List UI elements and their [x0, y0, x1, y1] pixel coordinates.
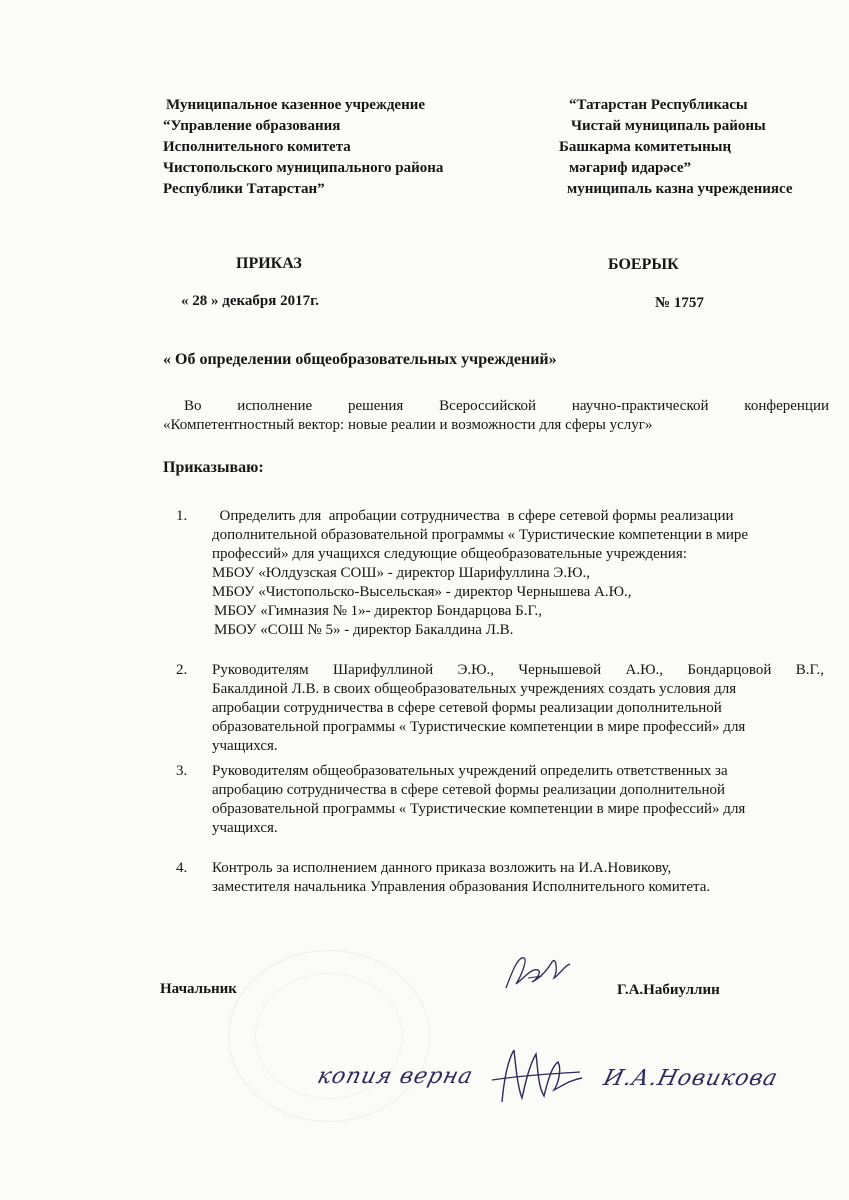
- item-line: МБОУ «Гимназия № 1»- директор Бондарцова Б.Г.,: [214, 603, 543, 619]
- certification-signature-icon: [488, 1040, 588, 1110]
- preamble: [184, 397, 829, 416]
- order-number: № 1757: [655, 295, 704, 311]
- item-body: [212, 859, 824, 897]
- header-right-line: мәгариф идарәсе”: [569, 160, 692, 176]
- title-prikaz: ПРИКАЗ: [236, 255, 302, 272]
- certification-left-text: копия верна: [314, 1064, 476, 1089]
- order-date: « 28 » декабря 2017г.: [181, 293, 319, 309]
- item-line: образовательной программы « Туристические компетенции в мире профессий» для: [212, 801, 746, 817]
- item-line: Руководителям Шарифуллиной Э.Ю., Чернышевой А.Ю., Бондарцовой В.Г.,: [212, 662, 824, 678]
- header-right-line: “Татарстан Республикасы: [569, 97, 748, 113]
- header-left-line: Муниципальное казенное учреждение: [166, 97, 426, 113]
- item-line: Бакалдиной Л.В. в своих общеобразовательных учреждениях создать условия для: [212, 681, 737, 697]
- item-number: 2.: [176, 662, 188, 678]
- header-left-line: “Управление образования: [163, 118, 341, 134]
- order-subject: « Об определении общеобразовательных учреждений»: [163, 351, 557, 368]
- header-right-line: Башкарма комитетының: [559, 139, 732, 155]
- order-item-1: [176, 507, 836, 647]
- item-line: апробацию сотрудничества в сфере сетевой формы реализации дополнительной: [212, 782, 726, 798]
- item-line: учащихся.: [212, 738, 278, 754]
- item-line: образовательной программы « Туристические компетенции в мире профессий» для: [212, 719, 746, 735]
- header-right-line: муниципаль казна учреждениясе: [567, 181, 793, 197]
- item-body: [212, 507, 836, 640]
- item-line: профессий» для учащихся следующие общеобразовательные учреждения:: [212, 546, 687, 562]
- item-body: [212, 661, 824, 756]
- header-left: [163, 95, 443, 200]
- preamble-line-2: «Компетентностный вектор: новые реалии и возможности для сферы услуг»: [163, 417, 653, 433]
- order-item-3: [176, 762, 836, 842]
- item-number: 1.: [176, 508, 188, 524]
- item-line: заместителя начальника Управления образования Исполнительного комитета.: [212, 879, 711, 895]
- handwritten-signature-icon: [498, 948, 588, 996]
- item-body: [212, 762, 824, 838]
- item-line: учащихся.: [212, 820, 278, 836]
- item-line: МБОУ «Юлдузская СОШ» - директор Шарифуллина Э.Ю.,: [212, 565, 590, 581]
- item-number: 3.: [176, 763, 188, 779]
- header-right-line: Чистай муниципаль районы: [571, 118, 766, 134]
- order-item-2: [176, 661, 836, 761]
- order-item-4: [176, 859, 836, 899]
- header-left-line: Республики Татарстан”: [163, 181, 325, 197]
- signature-name: Г.А.Набиуллин: [617, 982, 720, 998]
- order-word: Приказываю:: [163, 459, 264, 476]
- header-right: [555, 95, 792, 200]
- item-line: МБОУ «Чистопольско-Высельская» - директор Чернышева А.Ю.,: [212, 584, 632, 600]
- item-line: дополнительной образовательной программы « Туристические компетенции в мире: [212, 527, 749, 543]
- signature-position: Начальник: [160, 981, 237, 997]
- header-left-line: Чистопольского муниципального района: [163, 160, 444, 176]
- item-number: 4.: [176, 860, 188, 876]
- item-line: Руководителям общеобразовательных учреждений определить ответственных за: [212, 763, 728, 779]
- title-boeryk: БОЕРЫК: [608, 256, 679, 273]
- item-line: апробации сотрудничества в сфере сетевой формы реализации дополнительной: [212, 700, 722, 716]
- stamp-impression: [228, 950, 430, 1122]
- item-line: Определить для апробации сотрудничества в сфере сетевой формы реализации: [212, 508, 734, 524]
- item-line: МБОУ «СОШ № 5» - директор Бакалдина Л.В.: [214, 622, 514, 638]
- certification-right-text: И.А.Новикова: [600, 1066, 781, 1091]
- preamble-line: Во исполнение решения Всероссийской научно-практической конференции: [184, 398, 829, 414]
- header-left-line: Исполнительного комитета: [163, 139, 351, 155]
- item-line: Контроль за исполнением данного приказа возложить на И.А.Новикову,: [212, 860, 672, 876]
